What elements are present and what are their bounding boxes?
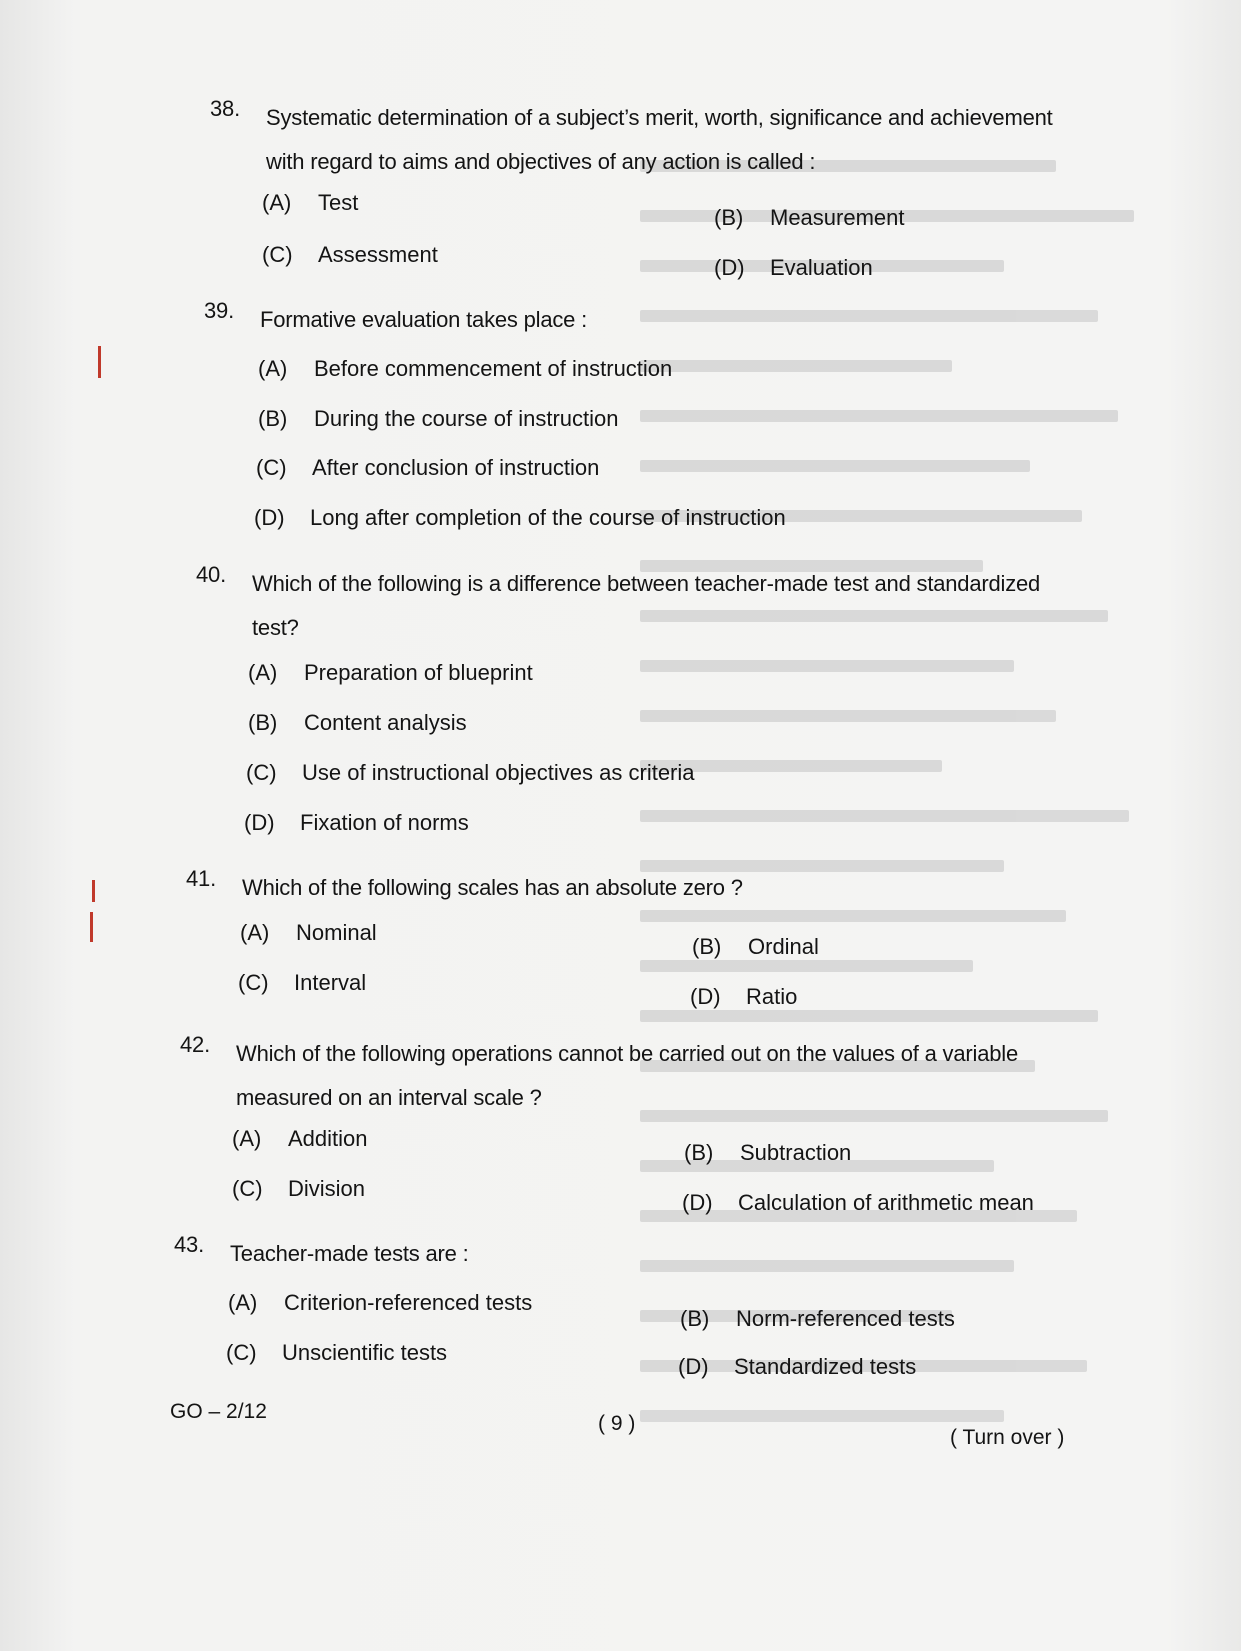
option-c[interactable] (262, 242, 438, 268)
option-text: Subtraction (740, 1140, 852, 1165)
question-number: 41. (186, 866, 216, 891)
question-number: 40. (196, 562, 226, 587)
option-text: Assessment (318, 242, 438, 267)
option-label: (B) (680, 1306, 710, 1331)
option-label: (A) (258, 356, 288, 381)
option-d[interactable] (690, 984, 797, 1010)
option-b[interactable] (248, 710, 467, 736)
option-text: Ordinal (748, 934, 819, 959)
option-b[interactable] (684, 1140, 851, 1166)
question-text (252, 562, 1142, 650)
option-text: Addition (288, 1126, 368, 1151)
option-d[interactable] (682, 1190, 1034, 1216)
option-d[interactable] (714, 255, 873, 281)
question-41 (186, 866, 1126, 910)
option-label: (C) (262, 242, 293, 267)
option-label: (B) (258, 406, 288, 431)
question-39 (204, 298, 1134, 342)
page-number: ( 9 ) (598, 1412, 636, 1435)
red-pen-mark (90, 912, 93, 942)
option-label: (B) (714, 205, 744, 230)
option-label: (B) (692, 934, 722, 959)
option-d[interactable] (244, 810, 469, 836)
question-text-line: Systematic determination of a subject’s merit, worth, significance and achievement (266, 105, 1053, 130)
option-label: (C) (238, 970, 269, 995)
option-text: Before commencement of instruction (314, 356, 673, 381)
option-text: After conclusion of instruction (312, 455, 600, 480)
question-text-line: test? (252, 615, 299, 640)
option-b[interactable] (692, 934, 819, 960)
option-text: Use of instructional objectives as criteria (302, 760, 695, 785)
option-text: Criterion-referenced tests (284, 1290, 533, 1315)
question-text (260, 298, 1130, 342)
option-c[interactable] (246, 760, 695, 786)
option-label: (D) (254, 505, 285, 530)
option-label: (A) (232, 1126, 262, 1151)
option-text: Standardized tests (734, 1354, 917, 1379)
question-text (266, 96, 1146, 184)
question-number: 39. (204, 298, 234, 323)
question-text-line: with regard to aims and objectives of any action is called : (266, 149, 816, 174)
option-label: (C) (226, 1340, 257, 1365)
option-label: (B) (248, 710, 278, 735)
option-d[interactable] (254, 505, 786, 531)
option-text: Test (318, 190, 359, 215)
question-number: 38. (210, 96, 240, 121)
option-text: Fixation of norms (300, 810, 469, 835)
option-text: Norm-referenced tests (736, 1306, 955, 1331)
question-text (236, 1032, 1126, 1120)
option-text: Nominal (296, 920, 377, 945)
option-c[interactable] (232, 1176, 365, 1202)
question-number: 42. (180, 1032, 210, 1057)
option-label: (A) (262, 190, 292, 215)
question-text-line: Formative evaluation takes place : (260, 307, 588, 332)
option-text: Evaluation (770, 255, 873, 280)
option-a[interactable] (248, 660, 533, 686)
option-d[interactable] (678, 1354, 916, 1380)
option-label: (C) (246, 760, 277, 785)
option-a[interactable] (228, 1290, 532, 1316)
option-label: (C) (232, 1176, 263, 1201)
turn-over-note: ( Turn over ) (950, 1426, 1065, 1449)
option-text: Unscientific tests (282, 1340, 448, 1365)
option-c[interactable] (226, 1340, 447, 1366)
option-label: (D) (678, 1354, 709, 1379)
red-pen-mark (98, 346, 101, 378)
option-a[interactable] (240, 920, 377, 946)
option-c[interactable] (238, 970, 366, 996)
option-label: (D) (682, 1190, 713, 1215)
option-text: Measurement (770, 205, 905, 230)
question-text (242, 866, 1122, 910)
option-text: Content analysis (304, 710, 467, 735)
option-label: (D) (690, 984, 721, 1009)
option-label: (D) (244, 810, 275, 835)
question-42 (180, 1032, 1120, 1122)
option-text: Calculation of arithmetic mean (738, 1190, 1034, 1215)
option-b[interactable] (714, 205, 905, 231)
question-text-line: Which of the following scales has an absolute zero ? (242, 875, 743, 900)
question-text-line: measured on an interval scale ? (236, 1085, 542, 1110)
question-text-line: Teacher-made tests are : (230, 1241, 469, 1266)
question-text-line: Which of the following operations cannot be carried out on the values of a variable (236, 1041, 1018, 1066)
option-label: (C) (256, 455, 287, 480)
option-a[interactable] (258, 356, 672, 382)
option-text: Interval (294, 970, 367, 995)
question-text (230, 1232, 1110, 1276)
option-text: Preparation of blueprint (304, 660, 533, 685)
option-b[interactable] (258, 406, 619, 432)
red-pen-mark (92, 880, 95, 902)
option-c[interactable] (256, 455, 599, 481)
option-text: Long after completion of the course of instruction (310, 505, 786, 530)
question-number: 43. (174, 1232, 204, 1257)
option-label: (D) (714, 255, 745, 280)
paper-code: GO – 2/12 (170, 1400, 267, 1423)
option-a[interactable] (262, 190, 358, 216)
option-label: (B) (684, 1140, 714, 1165)
option-text: Ratio (746, 984, 798, 1009)
option-b[interactable] (680, 1306, 955, 1332)
option-label: (A) (228, 1290, 258, 1315)
option-a[interactable] (232, 1126, 368, 1152)
option-text: Division (288, 1176, 366, 1201)
option-text: During the course of instruction (314, 406, 619, 431)
option-label: (A) (248, 660, 278, 685)
option-label: (A) (240, 920, 270, 945)
question-40 (196, 562, 1136, 652)
question-text-line: Which of the following is a difference between teacher-made test and standardized (252, 571, 1041, 596)
question-43 (174, 1232, 1114, 1276)
